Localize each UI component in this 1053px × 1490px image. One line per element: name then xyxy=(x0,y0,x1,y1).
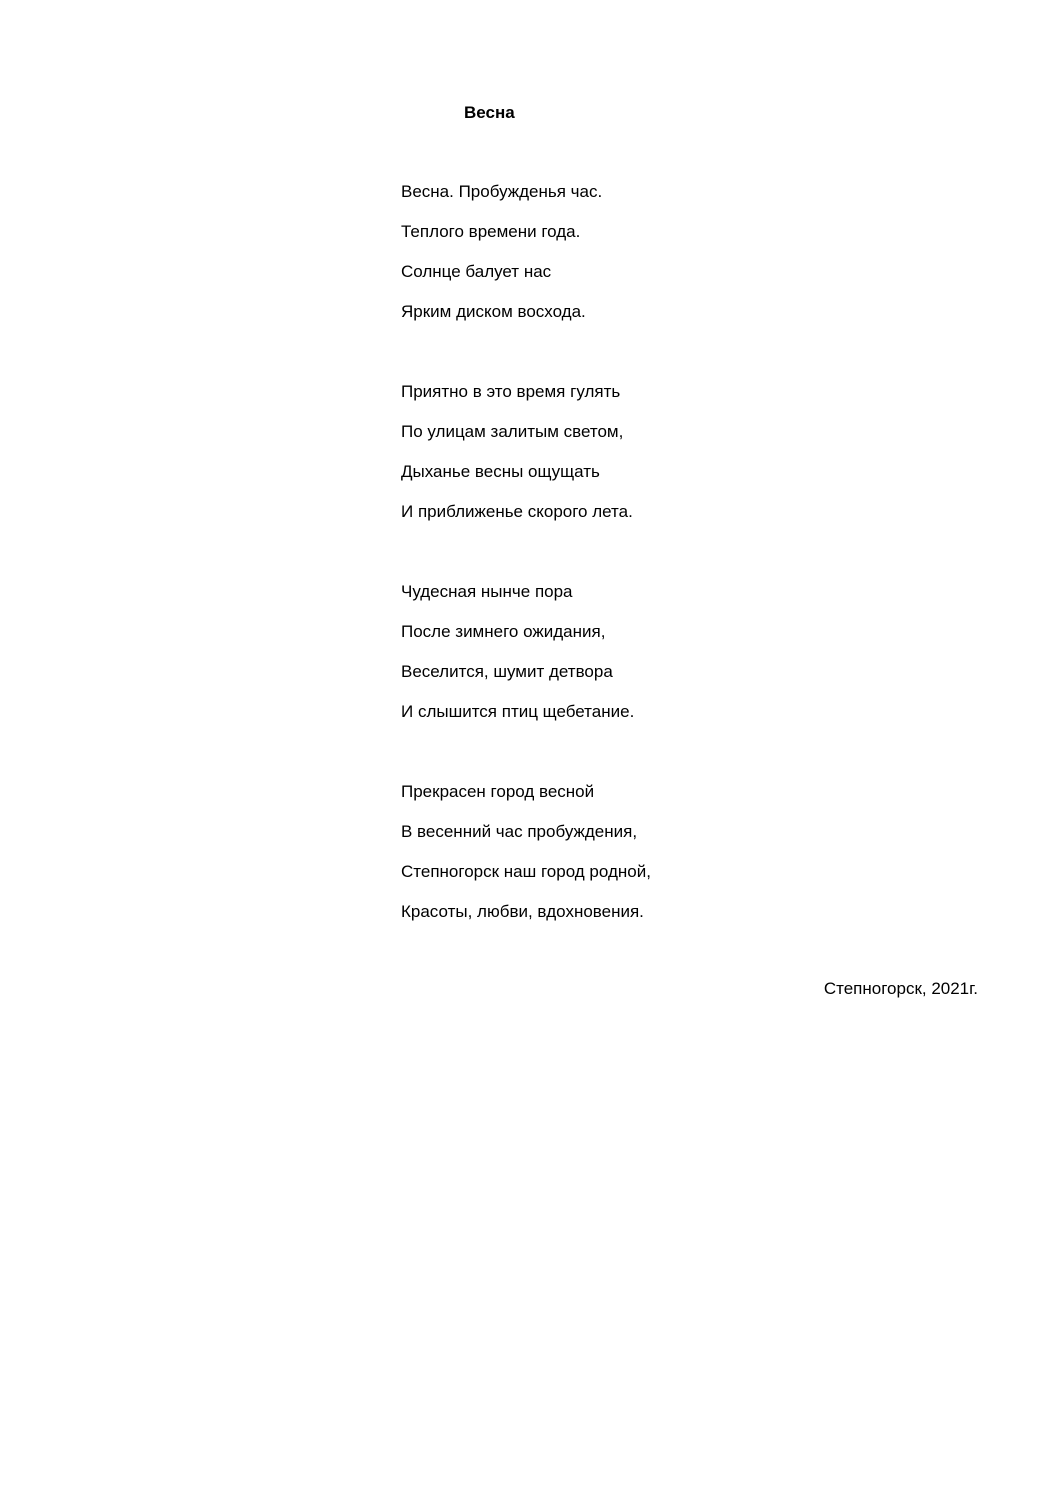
poem-line: Ярким диском восхода. xyxy=(401,302,586,321)
stanza-2 xyxy=(401,381,651,541)
poem-line: Солнце балует нас xyxy=(401,262,552,281)
poem-line: И приближенье скорого лета. xyxy=(401,502,633,521)
poem-title: Весна xyxy=(464,103,515,122)
poem-line: Прекрасен город весной xyxy=(401,782,595,801)
poem-line: Веселится, шумит детвора xyxy=(401,662,613,681)
stanza-3 xyxy=(401,581,651,741)
poem-line: Чудесная нынче пора xyxy=(401,582,573,601)
poem-line: По улицам залитым светом, xyxy=(401,422,624,441)
stanza-4 xyxy=(401,781,651,941)
poem-body xyxy=(401,181,651,981)
poem-line: Весна. Пробужденья час. xyxy=(401,182,603,201)
signature-place-date: Степногорск, 2021г. xyxy=(823,979,978,998)
stanza-1 xyxy=(401,181,651,341)
poem-line: Степногорск наш город родной, xyxy=(401,862,651,881)
poem-line: В весенний час пробуждения, xyxy=(401,822,638,841)
poem-line: После зимнего ожидания, xyxy=(401,622,606,641)
poem-line: И слышится птиц щебетание. xyxy=(401,702,635,721)
poem-line: Дыханье весны ощущать xyxy=(401,462,600,481)
poem-line: Приятно в это время гулять xyxy=(401,382,621,401)
poem-line: Теплого времени года. xyxy=(401,222,581,241)
poem-line: Красоты, любви, вдохновения. xyxy=(401,902,644,921)
